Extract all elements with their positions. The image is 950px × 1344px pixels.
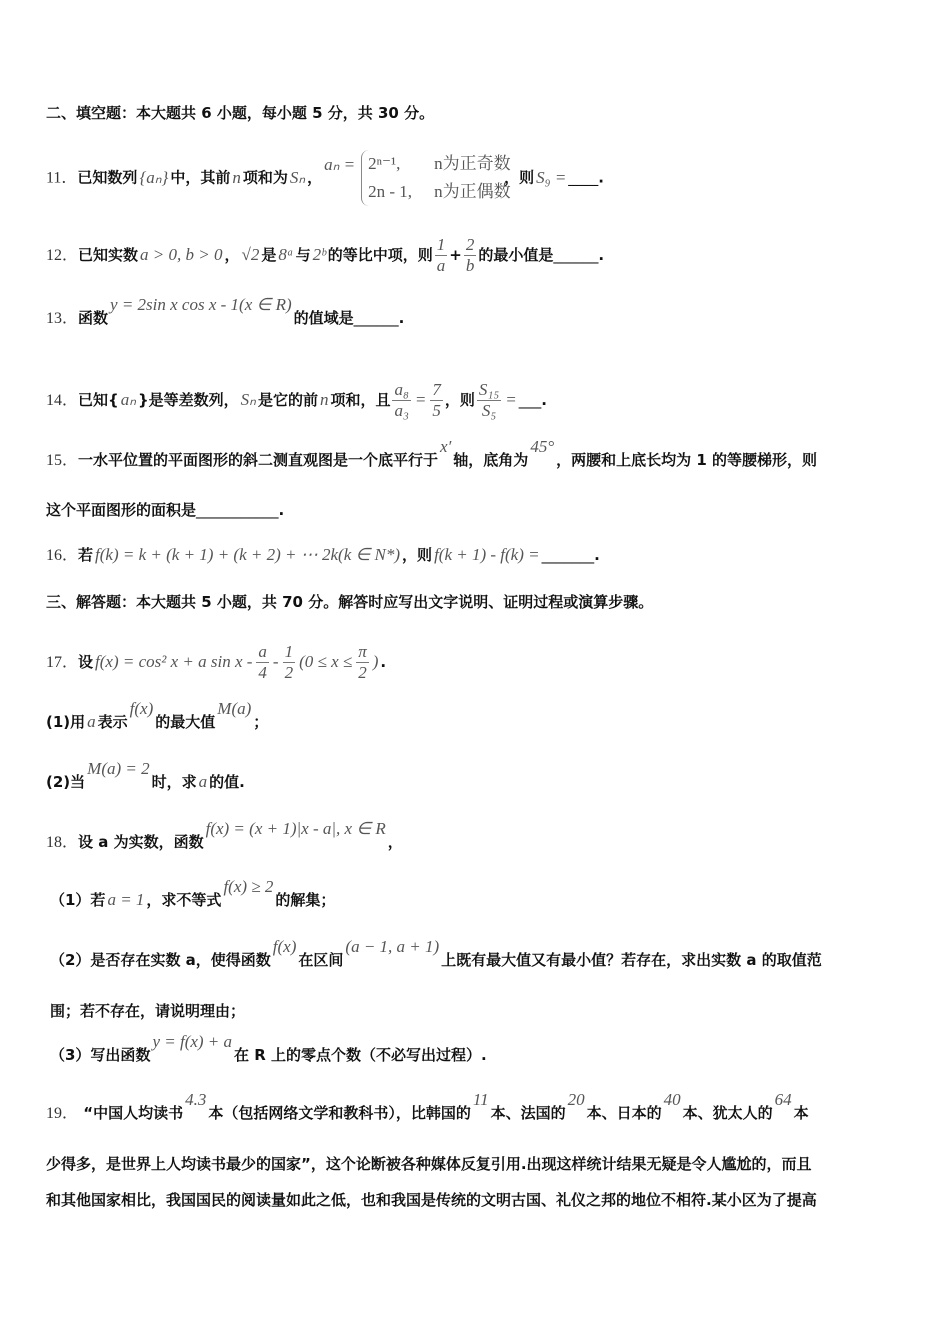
math-expression: 45° [530,437,555,456]
fraction-numerator: 2 [465,235,475,254]
fraction-numerator: π [358,642,367,661]
text-segment: 项和，且 [330,391,391,409]
text-line [46,235,604,276]
math-expression: f(x) ≥ 2 [223,877,274,896]
text-segment: 本、法国的 [490,1104,566,1122]
answer-blank: ____ [568,168,599,187]
math-expression: a [198,772,208,791]
text-line [46,642,386,683]
math-expression: y = 2sin x cos x - 1(x ∈ R) [110,295,292,314]
case-condition: n为正偶数 [434,182,511,201]
answer-blank: ______ [553,246,599,264]
text-segment: 本（包括网络文学和教科书），比韩国的 [208,1104,471,1122]
text-line [46,1090,809,1124]
text-segment: (1)用 [46,713,86,731]
fraction-denominator: 5 [432,401,441,420]
fraction [435,235,448,276]
fraction-denominator: 4 [258,663,267,682]
math-expression: 20 [567,1090,585,1109]
math-expression: a [87,712,96,731]
math-expression: (a − 1, a + 1) [345,937,440,956]
question-number: 17． [46,654,79,671]
text-line [50,877,336,910]
answer-blank: ___________ [196,501,279,519]
answer-blank: ___ [518,391,542,409]
text-segment: . [380,653,387,671]
fraction-numerator: a₈ [394,380,409,399]
text-segment: 本、日本的 [586,1104,662,1122]
question-number: 14． [46,392,79,409]
text-segment: 设 a 为实数，函数 [78,833,204,851]
text-line [46,699,269,732]
case-expression: 2ⁿ⁻¹, [368,154,401,173]
text-segment: 表示 [97,713,128,731]
text-line [46,437,818,471]
math-expression: a > 0, b > 0 [140,245,223,264]
question-number: 12． [46,247,79,264]
text-segment: （3）写出函数 [50,1046,151,1064]
text-segment: 的最大值 [155,713,216,731]
case-condition: n为正奇数 [434,154,511,173]
math-expression: S₉ = [536,167,567,187]
question-number: 15． [46,452,79,469]
fraction-denominator: b [465,256,475,275]
fraction-denominator: 2 [358,663,367,682]
math-expression: n [232,167,241,187]
text-line [46,103,434,123]
text-segment: . [398,309,405,327]
question-number: 11． [46,169,78,187]
math-expression: M(a) = 2 [87,759,150,778]
math-expression: Sₙ [240,390,256,409]
fraction-denominator: 2 [284,663,294,682]
fraction-numerator: S₁₅ [478,380,500,399]
fraction [283,642,296,683]
math-expression: Sₙ [289,167,306,187]
math-expression: √2 [241,245,260,264]
text-segment: . [598,246,605,264]
math-expression: (0 ≤ x ≤ [299,652,353,671]
text-segment: 在 R 上的零点个数（不必写出过程）. [234,1046,487,1064]
text-segment: 少得多，是世界上人均读书最少的国家”，这个论断被各种媒体反复引用.出现这样统计结果无疑是令人尴尬的，而且 [46,1155,812,1173]
text-segment: 的解集； [275,891,336,909]
math-expression: M(a) [217,699,252,718]
text-segment: 上既有最大值又有最小值？若存在，求出实数 a 的取值范 [441,951,822,969]
text-segment: 本 [793,1104,809,1122]
text-segment: 三、解答题：本大题共 5 小题，共 70 分。解答时应写出文字说明、证明过程或演算步骤。 [46,593,654,611]
text-segment: 的值域是 [293,309,354,327]
text-segment: ，求不等式 [146,891,222,909]
math-expression: f(x) [129,699,154,718]
math-expression: f(x) = (x + 1)|x - a|, x ∈ R [205,819,386,838]
math-expression: y = f(x) + a [152,1032,233,1051]
text-segment: 和其他国家相比，我国国民的阅读量如此之低，也和我国是传统的文明古国、礼仪之邦的地位不相符.某小区为了提高 [46,1191,817,1209]
text-segment: （1）若 [50,891,106,909]
text-segment: （2）是否存在实数 a，使得函数 [50,951,271,969]
text-segment: 已知数列 [77,168,138,187]
math-expression: a = 1 [107,890,145,909]
text-segment: 轴，底角为 [453,451,529,469]
text-segment: ， [224,246,240,264]
text-segment: 是它的前 [257,391,318,409]
math-expression: 11 [472,1090,489,1109]
fraction [256,642,269,683]
fraction-numerator: 7 [432,380,441,399]
text-segment: . [278,501,285,519]
text-segment: . [598,168,604,187]
fraction-denominator: S₅ [481,401,497,420]
piecewise-case [368,150,511,178]
math-expression: x′ [440,437,452,456]
math-expression: ) [372,652,379,671]
math-expression: aₙ [120,390,136,409]
text-segment: . [541,391,547,409]
text-line [46,545,600,566]
text-line [46,295,405,329]
question-number: 19． [46,1105,79,1122]
math-expression: 8ᵃ [278,245,294,264]
math-expression: f(x) = cos² x + a sin x - [95,652,253,671]
text-line [46,1190,817,1210]
text-segment: ，则 [402,546,433,564]
text-segment: 在区间 [298,951,344,969]
text-segment: }是等差数列， [137,391,239,409]
math-expression: 2ᵇ [312,245,326,264]
text-segment: 与 [295,246,311,264]
question-number: 16． [46,547,79,564]
text-segment: 已知{ [78,391,119,409]
text-line [46,380,547,421]
text-line [50,937,822,970]
text-segment: ，则 [504,168,535,187]
text-line [46,819,403,853]
fraction-denominator: a [436,256,446,275]
text-segment: ，两腰和上底长均为 1 的等腰梯形，则 [556,451,818,469]
text-segment: 一水平位置的平面图形的斜二测直观图是一个底平行于 [78,451,439,469]
math-expression: = [505,390,517,409]
math-expression: 4.3 [185,1090,207,1109]
piecewise-case [368,178,511,206]
text-segment: “中国人均读书 [78,1104,184,1122]
math-expression: n [319,390,329,409]
text-segment: 若 [78,546,94,564]
question-number: 18． [46,834,79,851]
text-segment: 已知实数 [78,246,139,264]
math-expression: {aₙ} [139,167,169,187]
answer-blank: ______ [353,309,399,327]
math-expression: f(k + 1) - f(k) = [434,545,540,564]
math-expression: aₙ = [324,154,356,174]
fraction-denominator: a₃ [394,401,409,420]
fraction-numerator: a [258,642,267,661]
fraction-numerator: 1 [436,235,446,254]
fraction [356,642,369,683]
text-segment: (2)当 [46,773,86,791]
text-segment: 的等比中项，则 [327,246,433,264]
text-line [46,1154,812,1174]
fraction [477,380,501,421]
math-expression: = [414,390,427,409]
text-segment: . [594,546,600,564]
text-segment: ， [387,833,403,851]
text-segment: 的最小值是 [478,246,554,264]
text-segment: ， [307,168,323,187]
text-segment: 围；若不存在，请说明理由； [50,1002,246,1020]
answer-blank: _______ [541,546,595,564]
math-expression: f(k) = k + (k + 1) + (k + 2) + ⋯ 2k(k ∈ N*) [95,545,401,564]
piecewise-definition [361,150,511,206]
text-segment: 设 [78,653,94,671]
text-segment: 时，求 [151,773,197,791]
fraction-numerator: 1 [284,642,294,661]
text-line [46,592,653,612]
math-expression: f(x) [272,937,297,956]
text-segment: 项和为 [242,168,288,187]
text-segment: ，则 [444,391,475,409]
case-expression: 2n - 1, [368,182,413,201]
text-segment: 本、犹太人的 [682,1104,773,1122]
text-segment: 二、填空题：本大题共 6 小题，每小题 5 分，共 30 分。 [46,104,435,122]
text-line [46,150,604,206]
text-segment: 是 [261,246,277,264]
text-segment: ； [253,713,269,731]
fraction [464,235,477,276]
text-segment: 中，其前 [170,168,231,187]
text-segment: 这个平面图形的面积是 [46,501,197,519]
fraction [392,380,410,421]
text-line [46,759,245,792]
text-segment: 函数 [78,309,109,327]
math-expression: 64 [774,1090,792,1109]
text-line [46,500,284,520]
fraction [430,380,443,421]
question-number: 13． [46,310,79,327]
text-segment: 的值. [209,773,245,791]
math-expression: 40 [663,1090,681,1109]
text-line [50,1032,487,1065]
text-line [50,1001,245,1021]
math-expression: - [272,652,279,671]
text-segment: + [449,246,462,264]
